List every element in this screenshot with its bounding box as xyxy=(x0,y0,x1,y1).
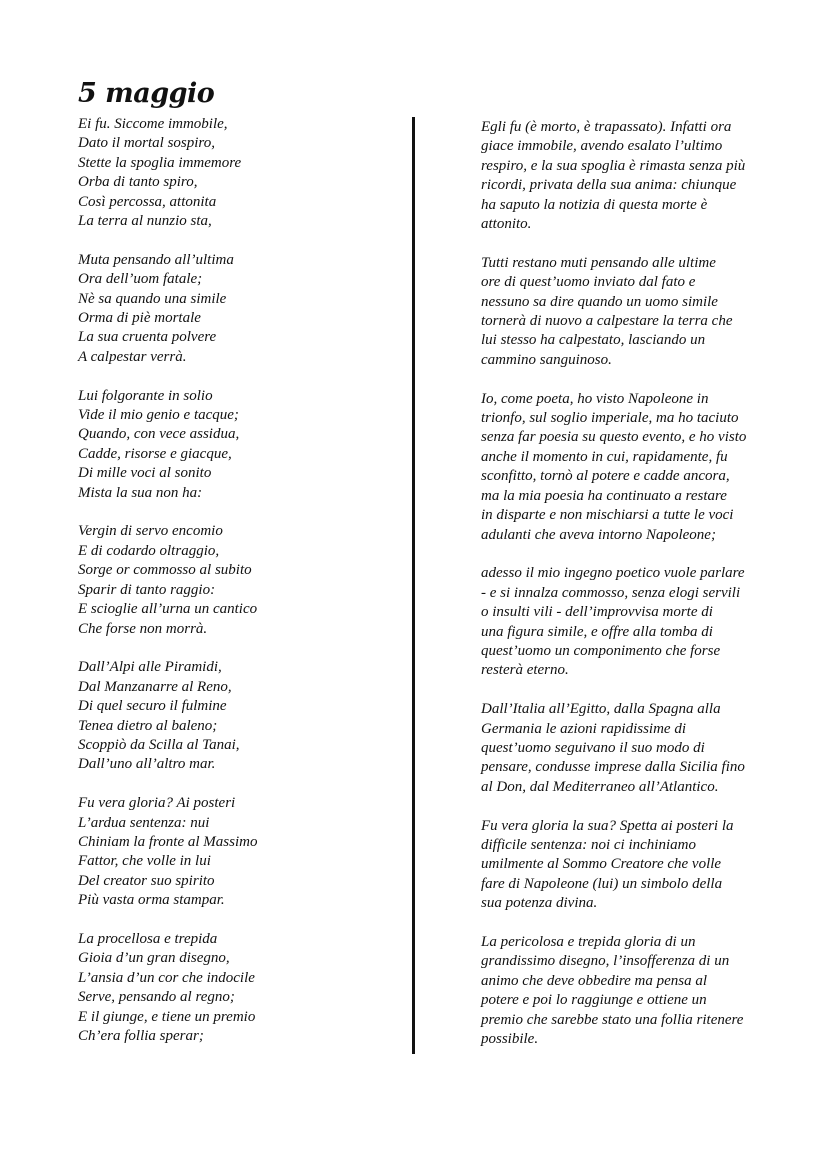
poem-line: Dal Manzanarre al Reno, xyxy=(78,678,232,695)
poem-line: Dall’uno all’altro mar. xyxy=(78,756,216,773)
poem-line: E di codardo oltraggio, xyxy=(78,542,220,559)
paraphrase-line: nessuno sa dire quando un uomo simile xyxy=(481,293,718,310)
poem-line: Dato il mortal sospiro, xyxy=(78,135,215,152)
paraphrase-line: anche il momento in cui, rapidamente, fu xyxy=(481,448,728,465)
paraphrase-line: Dall’Italia all’Egitto, dalla Spagna alla xyxy=(481,701,721,718)
paraphrase-line: ore di quest’uomo inviato dal fato e xyxy=(481,274,696,291)
paraphrase-line: potere e poi lo raggiunge e ottiene un xyxy=(481,992,707,1009)
paraphrase-line: trionfo, sul soglio imperiale, ma ho taciuto xyxy=(481,410,739,427)
page-title: 5 maggio xyxy=(78,78,215,109)
poem-line: La terra al nunzio sta, xyxy=(78,213,212,230)
paraphrase-line: Fu vera gloria la sua? Spetta ai posteri la xyxy=(481,817,734,834)
poem-stanza xyxy=(78,522,398,638)
poem-stanza xyxy=(78,794,398,910)
poem-line: Cadde, risorse e giacque, xyxy=(78,445,232,462)
poem-line: Del creator suo spirito xyxy=(78,872,215,889)
paraphrase-line: La pericolosa e trepida gloria di un xyxy=(481,933,696,950)
poem-stanza xyxy=(78,658,398,774)
paraphrase-column xyxy=(481,118,781,1069)
paraphrase-line: attonito. xyxy=(481,216,532,233)
poem-line: Che forse non morrà. xyxy=(78,620,208,637)
poem-line: Ei fu. Siccome immobile, xyxy=(78,116,228,132)
poem-line: Fu vera gloria? Ai posteri xyxy=(78,795,236,812)
poem-line: Di quel securo il fulmine xyxy=(78,698,227,715)
poem-line: Scoppiò da Scilla al Tanai, xyxy=(78,736,240,753)
poem-line: E il giunge, e tiene un premio xyxy=(78,1008,256,1025)
paraphrase-stanza xyxy=(481,700,781,797)
paraphrase-line: in disparte e non mischiarsi a tutte le voci xyxy=(481,507,734,524)
paraphrase-line: difficile sentenza: noi ci inchiniamo xyxy=(481,836,696,853)
paraphrase-line: resterà eterno. xyxy=(481,662,569,679)
paraphrase-line: Egli fu (è morto, è trapassato). Infatti ora xyxy=(481,119,732,135)
poem-line: La procellosa e trepida xyxy=(78,930,218,947)
paraphrase-line: - e si innalza commosso, senza elogi servili xyxy=(481,584,741,601)
paraphrase-stanza xyxy=(481,564,781,680)
paraphrase-line: al Don, dal Mediterraneo all’Atlantico. xyxy=(481,778,719,795)
poem-line: Lui folgorante in solio xyxy=(78,387,213,404)
paraphrase-stanza xyxy=(481,817,781,914)
poem-line: Così percossa, attonita xyxy=(78,193,217,210)
poem-line: Più vasta orma stampar. xyxy=(78,892,225,909)
poem-line: A calpestar verrà. xyxy=(78,348,187,365)
poem-line: Gioia d’un gran disegno, xyxy=(78,950,230,967)
paraphrase-stanza xyxy=(481,118,781,234)
paraphrase-line: ma la mia poesia ha continuato a restare xyxy=(481,487,727,504)
paraphrase-line: quest’uomo seguivano il suo modo di xyxy=(481,739,705,756)
poem-line: Ch’era follia sperar; xyxy=(78,1028,204,1044)
paraphrase-line: quest’uomo un componimento che forse xyxy=(481,642,721,659)
paraphrase-line: pensare, condusse imprese dalla Sicilia fino xyxy=(481,759,745,776)
column-divider xyxy=(412,117,415,1054)
poem-line: Quando, con vece assidua, xyxy=(78,426,240,443)
poem-line: Fattor, che volle in lui xyxy=(78,853,211,870)
paraphrase-line: premio che sarebbe stato una follia ritenere xyxy=(481,1011,744,1028)
paraphrase-line: lui stesso ha calpestato, lasciando un xyxy=(481,332,706,349)
paraphrase-stanza xyxy=(481,254,781,370)
poem-line: Tenea dietro al baleno; xyxy=(78,717,218,734)
paraphrase-line: umilmente al Sommo Creatore che volle xyxy=(481,856,722,873)
paraphrase-line: sua potenza divina. xyxy=(481,895,598,912)
paraphrase-line: Tutti restano muti pensando alle ultime xyxy=(481,254,716,271)
paraphrase-line: sconfitto, tornò al potere e cadde ancora, xyxy=(481,468,730,485)
poem-column xyxy=(78,115,398,1066)
paraphrase-line: ha saputo la notizia di questa morte è xyxy=(481,196,708,213)
poem-line: Nè sa quando una simile xyxy=(78,290,227,307)
poem-line: Vide il mio genio e tacque; xyxy=(78,407,239,424)
paraphrase-line: tornerà di nuovo a calpestare la terra che xyxy=(481,313,733,330)
poem-line: Muta pensando all’ultima xyxy=(78,251,234,268)
paraphrase-line: respiro, e la sua spoglia è rimasta senza più xyxy=(481,157,746,174)
poem-line: Orba di tanto spiro, xyxy=(78,174,198,191)
paraphrase-line: giace immobile, avendo esalato l’ultimo xyxy=(481,138,723,155)
paraphrase-line: animo che deve obbedire ma pensa al xyxy=(481,972,708,989)
paraphrase-line: adesso il mio ingegno poetico vuole parlare xyxy=(481,565,745,582)
poem-line: Dall’Alpi alle Piramidi, xyxy=(78,659,222,676)
paraphrase-line: ricordi, privata della sua anima: chiunque xyxy=(481,177,737,194)
poem-line: E scioglie all’urna un cantico xyxy=(78,601,258,618)
poem-line: Stette la spoglia immemore xyxy=(78,154,242,171)
paraphrase-line: possibile. xyxy=(481,1031,539,1047)
poem-stanza xyxy=(78,115,398,231)
paraphrase-line: adulanti che aveva intorno Napoleone; xyxy=(481,526,716,543)
poem-line: Chiniam la fronte al Massimo xyxy=(78,833,258,850)
paraphrase-stanza xyxy=(481,390,781,545)
paraphrase-line: o insulti vili - dell’improvvisa morte di xyxy=(481,604,713,621)
paraphrase-line: Io, come poeta, ho visto Napoleone in xyxy=(481,390,709,407)
poem-line: La sua cruenta polvere xyxy=(78,329,217,346)
poem-line: L’ansia d’un cor che indocile xyxy=(78,969,255,986)
poem-stanza xyxy=(78,387,398,503)
poem-line: L’ardua sentenza: nui xyxy=(78,814,210,831)
paraphrase-line: fare di Napoleone (lui) un simbolo della xyxy=(481,875,723,892)
paraphrase-line: cammino sanguinoso. xyxy=(481,351,612,368)
paraphrase-line: Germania le azioni rapidissime di xyxy=(481,720,686,737)
poem-stanza xyxy=(78,251,398,367)
paraphrase-line: una figura simile, e offre alla tomba di xyxy=(481,623,713,640)
poem-line: Mista la sua non ha: xyxy=(78,484,203,501)
poem-line: Sparir di tanto raggio: xyxy=(78,581,216,598)
poem-line: Di mille voci al sonito xyxy=(78,465,212,482)
paraphrase-line: grandissimo disegno, l’insofferenza di un xyxy=(481,953,730,970)
poem-stanza xyxy=(78,930,398,1046)
paraphrase-stanza xyxy=(481,933,781,1049)
poem-line: Serve, pensando al regno; xyxy=(78,989,235,1006)
paraphrase-line: senza far poesia su questo evento, e ho visto xyxy=(481,429,747,446)
poem-line: Sorge or commosso al subito xyxy=(78,562,252,579)
poem-line: Ora dell’uom fatale; xyxy=(78,271,203,288)
poem-line: Vergin di servo encomio xyxy=(78,523,223,540)
poem-line: Orma di piè mortale xyxy=(78,310,201,327)
